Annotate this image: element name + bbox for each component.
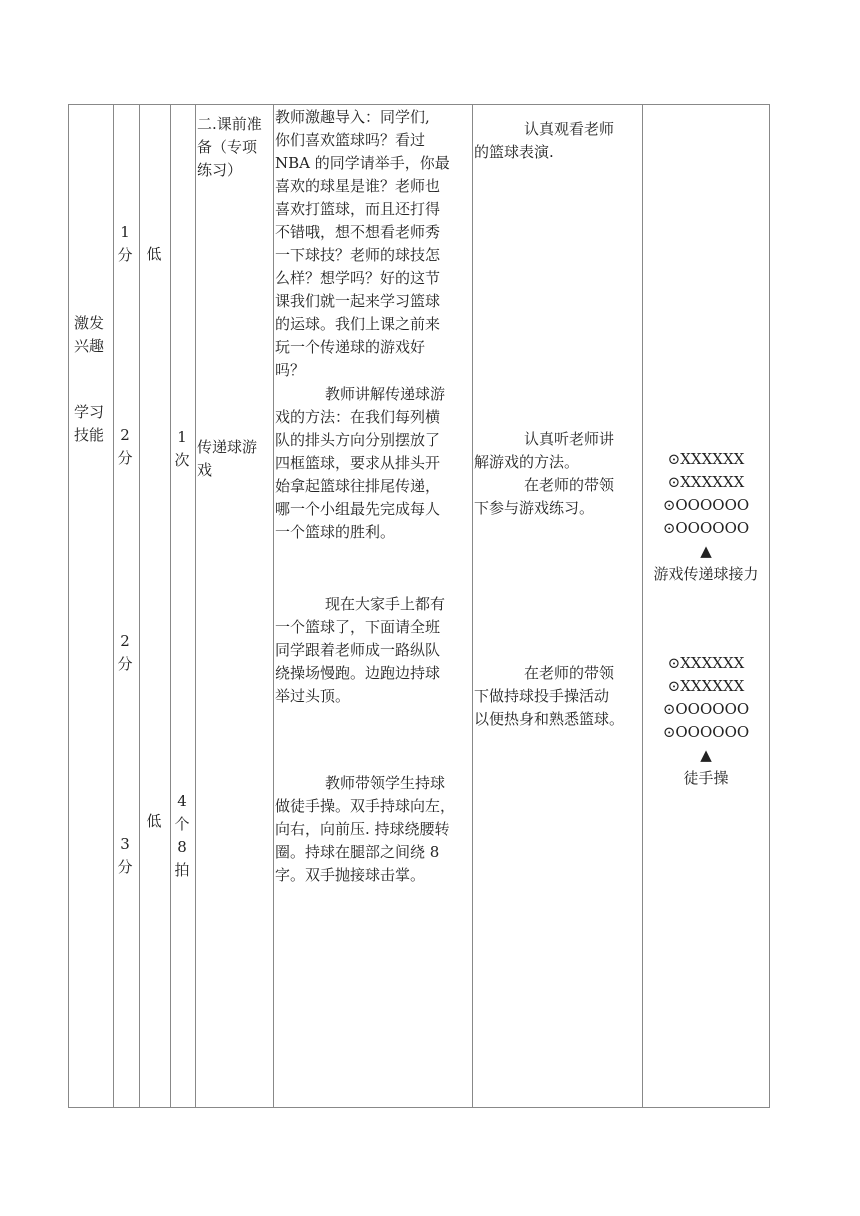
intensity-cell: 低 xyxy=(146,812,162,830)
text-line: 一个篮球的胜利。 xyxy=(275,523,396,541)
text-line: 同学跟着老师成一路纵队 xyxy=(275,641,441,659)
text-line: 向右，向前压. 持球绕腰转 xyxy=(275,820,450,838)
text-line: 现在大家手上都有 xyxy=(325,595,446,613)
text-line: 举过头顶。 xyxy=(275,687,351,705)
text-line: 四框篮球，要求从排头开 xyxy=(275,454,441,472)
phase-label-1: 激发兴趣 xyxy=(74,314,105,355)
teacher-paragraph-2 xyxy=(275,383,445,544)
formation-row: ⊙XXXXXX xyxy=(667,677,745,695)
text-line: 么样？想学吗？好的这节 xyxy=(275,269,441,287)
text-line: 以便热身和熟悉篮球。 xyxy=(474,710,625,728)
text-line: 教师激趣导入：同学们, xyxy=(275,108,430,126)
time-cell: 2分 xyxy=(117,632,133,673)
formation-row: ⊙XXXXXX xyxy=(667,654,745,672)
formation-row: ⊙OOOOOO xyxy=(662,519,750,537)
time-cell: 3分 xyxy=(117,835,133,876)
formation-row: ⊙OOOOOO xyxy=(662,496,750,514)
column-divider xyxy=(642,105,643,1107)
text-line: 课我们就一起来学习篮球 xyxy=(275,292,441,310)
text-line: 认真观看老师 xyxy=(524,120,615,138)
phase-label-2: 学习技能 xyxy=(74,403,105,444)
text-line: 下参与游戏练习。 xyxy=(474,499,595,517)
text-line: 一下球技？老师的球技怎 xyxy=(275,246,441,264)
teacher-marker-icon: ▲ xyxy=(700,542,712,560)
text-line: 戏的方法：在我们每列横 xyxy=(275,408,441,426)
text-line: 绕操场慢跑。边跑边持球 xyxy=(275,664,441,682)
student-paragraph-2 xyxy=(474,428,614,520)
student-paragraph-1 xyxy=(474,118,614,164)
time-cell: 2分 xyxy=(117,426,133,467)
text-line: NBA 的同学请举手，你最 xyxy=(275,154,450,172)
text-line: 教师讲解传递球游 xyxy=(325,385,446,403)
text-line: 的运球。我们上课之前来 xyxy=(275,315,441,333)
text-line: 的篮球表演. xyxy=(474,143,554,161)
text-line: 圈。持球在腿部之间绕 8 xyxy=(275,843,440,861)
text-line: 解游戏的方法。 xyxy=(474,453,580,471)
text-line: 玩一个传递球的游戏好 xyxy=(275,338,426,356)
teacher-paragraph-3 xyxy=(275,593,445,708)
text-line: 在老师的带领 xyxy=(524,664,615,682)
text-line: 做徒手操。双手持球向左， xyxy=(275,797,456,815)
formation-row: ⊙XXXXXX xyxy=(667,473,745,491)
formation-caption: 游戏传递球接力 xyxy=(653,565,759,583)
time-cell: 1分 xyxy=(117,223,133,264)
formation-caption: 徒手操 xyxy=(683,769,729,787)
formation-row: ⊙OOOOOO xyxy=(662,700,750,718)
text-line: 认真听老师讲 xyxy=(524,430,615,448)
column-divider xyxy=(170,105,171,1107)
text-line: 哪一个小组最先完成每人 xyxy=(275,500,441,518)
student-paragraph-3 xyxy=(474,662,624,731)
formation-diagram-exercise xyxy=(641,652,771,790)
text-line: 你们喜欢篮球吗？看过 xyxy=(275,131,426,149)
text-line: 在老师的带领 xyxy=(524,476,615,494)
formation-row: ⊙OOOOOO xyxy=(662,723,750,741)
count-cell: 4个8拍 xyxy=(174,792,190,879)
column-divider xyxy=(273,105,274,1107)
teacher-marker-icon: ▲ xyxy=(700,746,712,764)
text-line: 字。双手抛接球击掌。 xyxy=(275,866,426,884)
text-line: 吗？ xyxy=(275,361,306,379)
text-line: 教师带领学生持球 xyxy=(325,774,446,792)
formation-row: ⊙XXXXXX xyxy=(667,450,745,468)
text-line: 喜欢的球星是谁？老师也 xyxy=(275,177,441,195)
text-line: 始拿起篮球往排尾传递， xyxy=(275,477,441,495)
column-divider xyxy=(195,105,196,1107)
text-line: 队的排头方向分别摆放了 xyxy=(275,431,441,449)
formation-diagram-relay xyxy=(641,448,771,586)
text-line: 下做持球投手操活动 xyxy=(474,687,610,705)
count-cell: 1次 xyxy=(174,428,190,469)
text-line: 一个篮球了，下面请全班 xyxy=(275,618,441,636)
teacher-paragraph-1 xyxy=(275,106,450,382)
item-cell: 二.课前准备（专项练习） xyxy=(197,115,262,179)
item-cell: 传递球游戏 xyxy=(197,438,258,479)
text-line: 喜欢打篮球，而且还打得 xyxy=(275,200,441,218)
text-line: 不错哦，想不想看老师秀 xyxy=(275,223,441,241)
column-divider xyxy=(472,105,473,1107)
teacher-paragraph-4 xyxy=(275,772,455,887)
intensity-cell: 低 xyxy=(146,245,162,263)
